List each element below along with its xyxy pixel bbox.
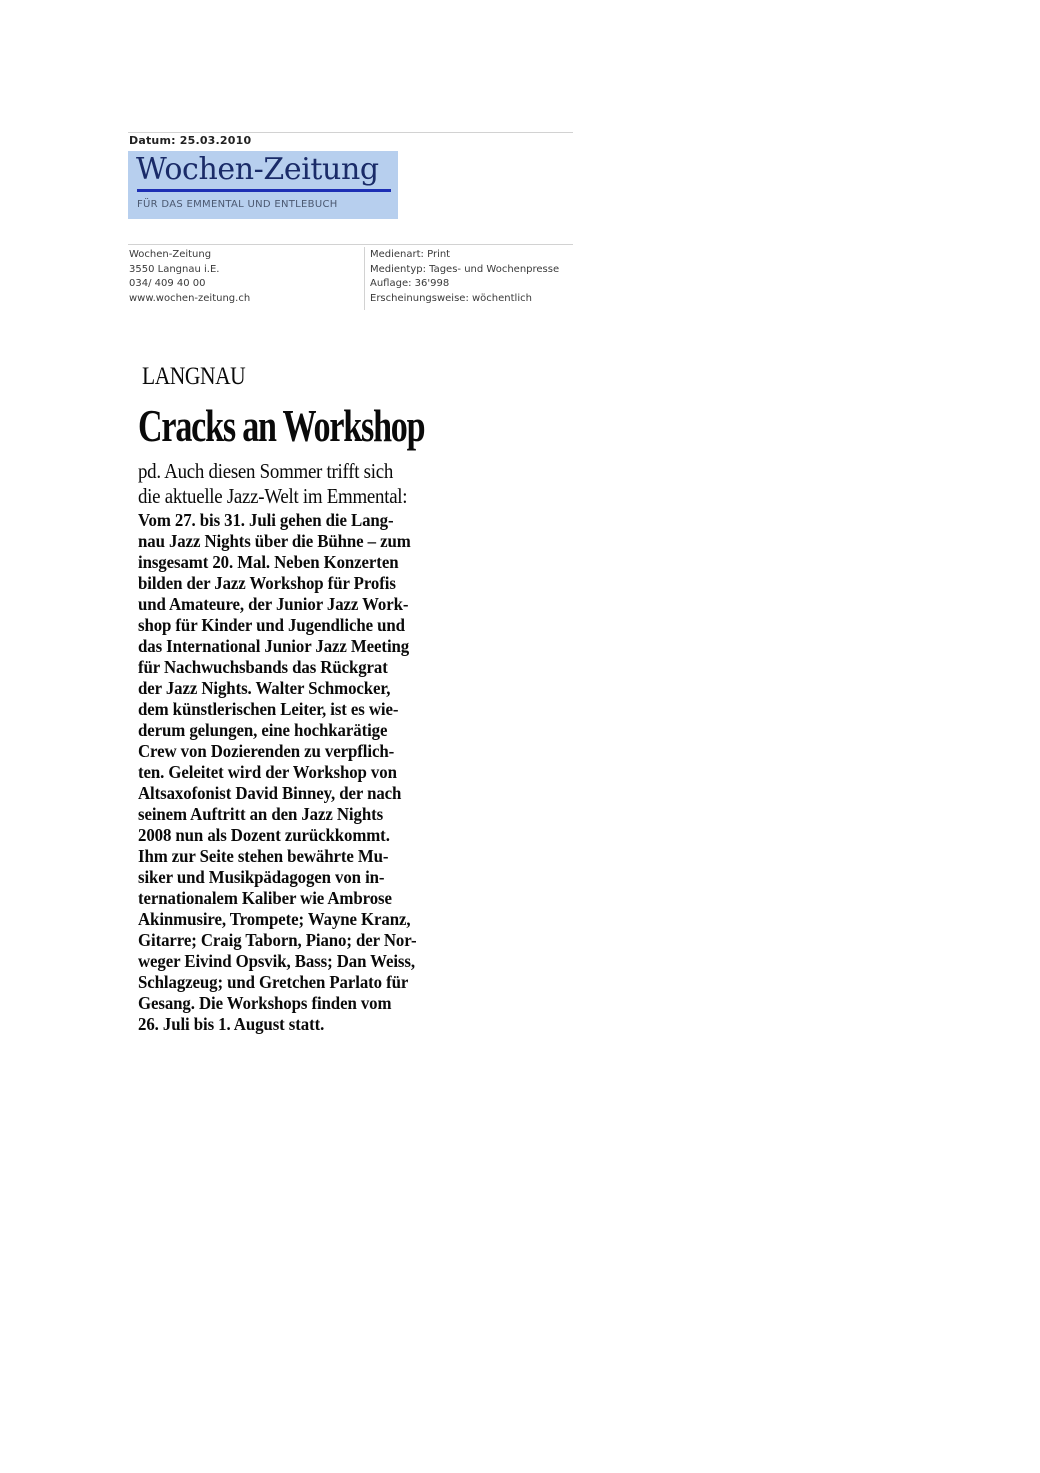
article-line: Altsaxofonist David Binney, der nach — [138, 783, 402, 803]
article-line: derum gelungen, eine hochkarätige — [138, 720, 388, 740]
logo-underline — [137, 189, 391, 192]
article-line: ternationalem Kaliber wie Ambrose — [138, 888, 392, 908]
article-line: 26. Juli bis 1. August statt. — [138, 1014, 325, 1034]
media-category: Medientyp: Tages- und Wochenpresse — [370, 263, 560, 275]
article-line: insgesamt 20. Mal. Neben Konzerten — [138, 552, 399, 572]
article-line: seinem Auftritt an den Jazz Nights — [138, 804, 384, 824]
article-line: Crew von Dozierenden zu verpflich- — [138, 741, 395, 761]
meta-divider — [364, 247, 365, 310]
publisher-website: www.wochen-zeitung.ch — [129, 292, 251, 304]
publisher-name: Wochen-Zeitung — [129, 249, 212, 260]
article-line: für Nachwuchsbands das Rückgrat — [138, 657, 388, 677]
article-line: der Jazz Nights. Walter Schmocker, — [138, 678, 391, 698]
article-clipping — [138, 362, 448, 1035]
newspaper-logo — [128, 151, 398, 219]
media-frequency: Erscheinungsweise: wöchentlich — [370, 292, 532, 304]
article-line: Akinmusire, Trompete; Wayne Kranz, — [138, 909, 411, 929]
publisher-phone: 034/ 409 40 00 — [129, 278, 206, 290]
article-body — [138, 510, 448, 1035]
article-line: bilden der Jazz Workshop für Profis — [138, 573, 396, 593]
article-line: Gitarre; Craig Taborn, Piano; der Nor- — [138, 930, 417, 950]
logo-title: Wochen-Zeitung — [136, 152, 379, 187]
article-line: Ihm zur Seite stehen bewährte Mu- — [138, 846, 389, 866]
article-line: Schlagzeug; und Gretchen Parlato für — [138, 972, 409, 992]
meta-rule — [128, 244, 573, 245]
logo-tagline: FÜR DAS EMMENTAL UND ENTLEBUCH — [137, 199, 338, 210]
publisher-address: 3550 Langnau i.E. — [129, 263, 220, 275]
media-type: Medienart: Print — [370, 249, 451, 260]
article-line: dem künstlerischen Leiter, ist es wie- — [138, 699, 399, 719]
article-kicker: LANGNAU — [142, 363, 246, 390]
article-line: shop für Kinder und Jugendliche und — [138, 615, 405, 635]
article-line: siker und Musikpädagogen von in- — [138, 867, 385, 887]
article-line: 2008 nun als Dozent zurückkommt. — [138, 825, 390, 845]
date-label: Datum: 25.03.2010 — [129, 134, 252, 147]
article-line: Vom 27. bis 31. Juli gehen die Lang- — [138, 510, 394, 530]
article-line: die aktuelle Jazz-Welt im Emmental: — [138, 484, 408, 508]
article-line: Gesang. Die Workshops finden vom — [138, 993, 392, 1013]
article-line: das International Junior Jazz Meeting — [138, 636, 410, 656]
article-lead — [138, 459, 448, 509]
top-rule — [128, 132, 573, 133]
media-circulation: Auflage: 36'998 — [370, 278, 450, 290]
article-line: ten. Geleitet wird der Workshop von — [138, 762, 397, 782]
article-line: weger Eivind Opsvik, Bass; Dan Weiss, — [138, 951, 415, 971]
article-line: nau Jazz Nights über die Bühne – zum — [138, 531, 411, 551]
media-info — [370, 248, 559, 306]
article-line: pd. Auch diesen Sommer trifft sich — [138, 459, 394, 483]
article-headline: Cracks an Workshop — [138, 400, 425, 451]
publisher-info — [129, 248, 250, 306]
article-line: und Amateure, der Junior Jazz Work- — [138, 594, 409, 614]
